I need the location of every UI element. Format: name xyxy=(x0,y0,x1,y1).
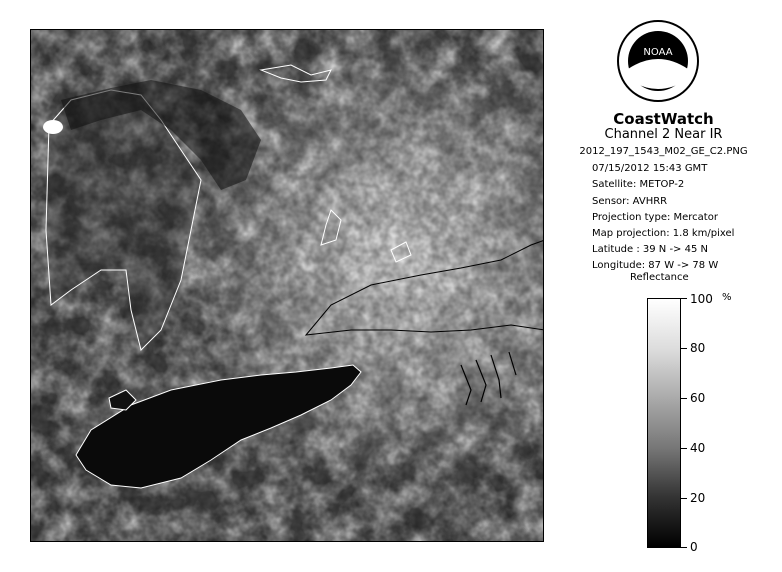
colorbar-tick-label: 40 xyxy=(690,441,706,455)
colorbar-tick xyxy=(681,448,687,449)
colorbar-tick xyxy=(681,348,687,349)
colorbar-tick xyxy=(681,298,687,299)
filename-label: 2012_197_1543_M02_GE_C2.PNG xyxy=(579,146,748,157)
colorbar-tick xyxy=(681,398,687,399)
map-projection-label: Map projection: 1.8 km/pixel xyxy=(592,228,735,239)
latitude-label: Latitude : 39 N -> 45 N xyxy=(592,244,708,255)
colorbar-tick xyxy=(681,498,687,499)
channel-subtitle: Channel 2 Near IR xyxy=(604,127,723,142)
colorbar-tick-label: 0 xyxy=(690,540,698,554)
colorbar-tick-label: 100 xyxy=(690,292,713,306)
app-title: CoastWatch xyxy=(613,110,714,128)
colorbar-tick xyxy=(681,547,687,548)
colorbar-tick-label: 20 xyxy=(690,491,706,505)
colorbar-tick-label: 80 xyxy=(690,341,706,355)
datetime-label: 07/15/2012 15:43 GMT xyxy=(592,163,708,174)
colorbar-tick-label: 60 xyxy=(690,391,706,405)
projection-type-label: Projection type: Mercator xyxy=(592,212,718,223)
satellite-label: Satellite: METOP-2 xyxy=(592,179,685,190)
sensor-label: Sensor: AVHRR xyxy=(592,196,668,207)
colorbar-title: Reflectance xyxy=(630,272,689,283)
colorbar-unit: % xyxy=(722,292,732,303)
satellite-image xyxy=(30,29,544,542)
noaa-logo xyxy=(616,19,700,103)
colorbar xyxy=(647,298,681,548)
logo-text: NOAA xyxy=(643,47,673,58)
longitude-label: Longitude: 87 W -> 78 W xyxy=(592,260,719,271)
